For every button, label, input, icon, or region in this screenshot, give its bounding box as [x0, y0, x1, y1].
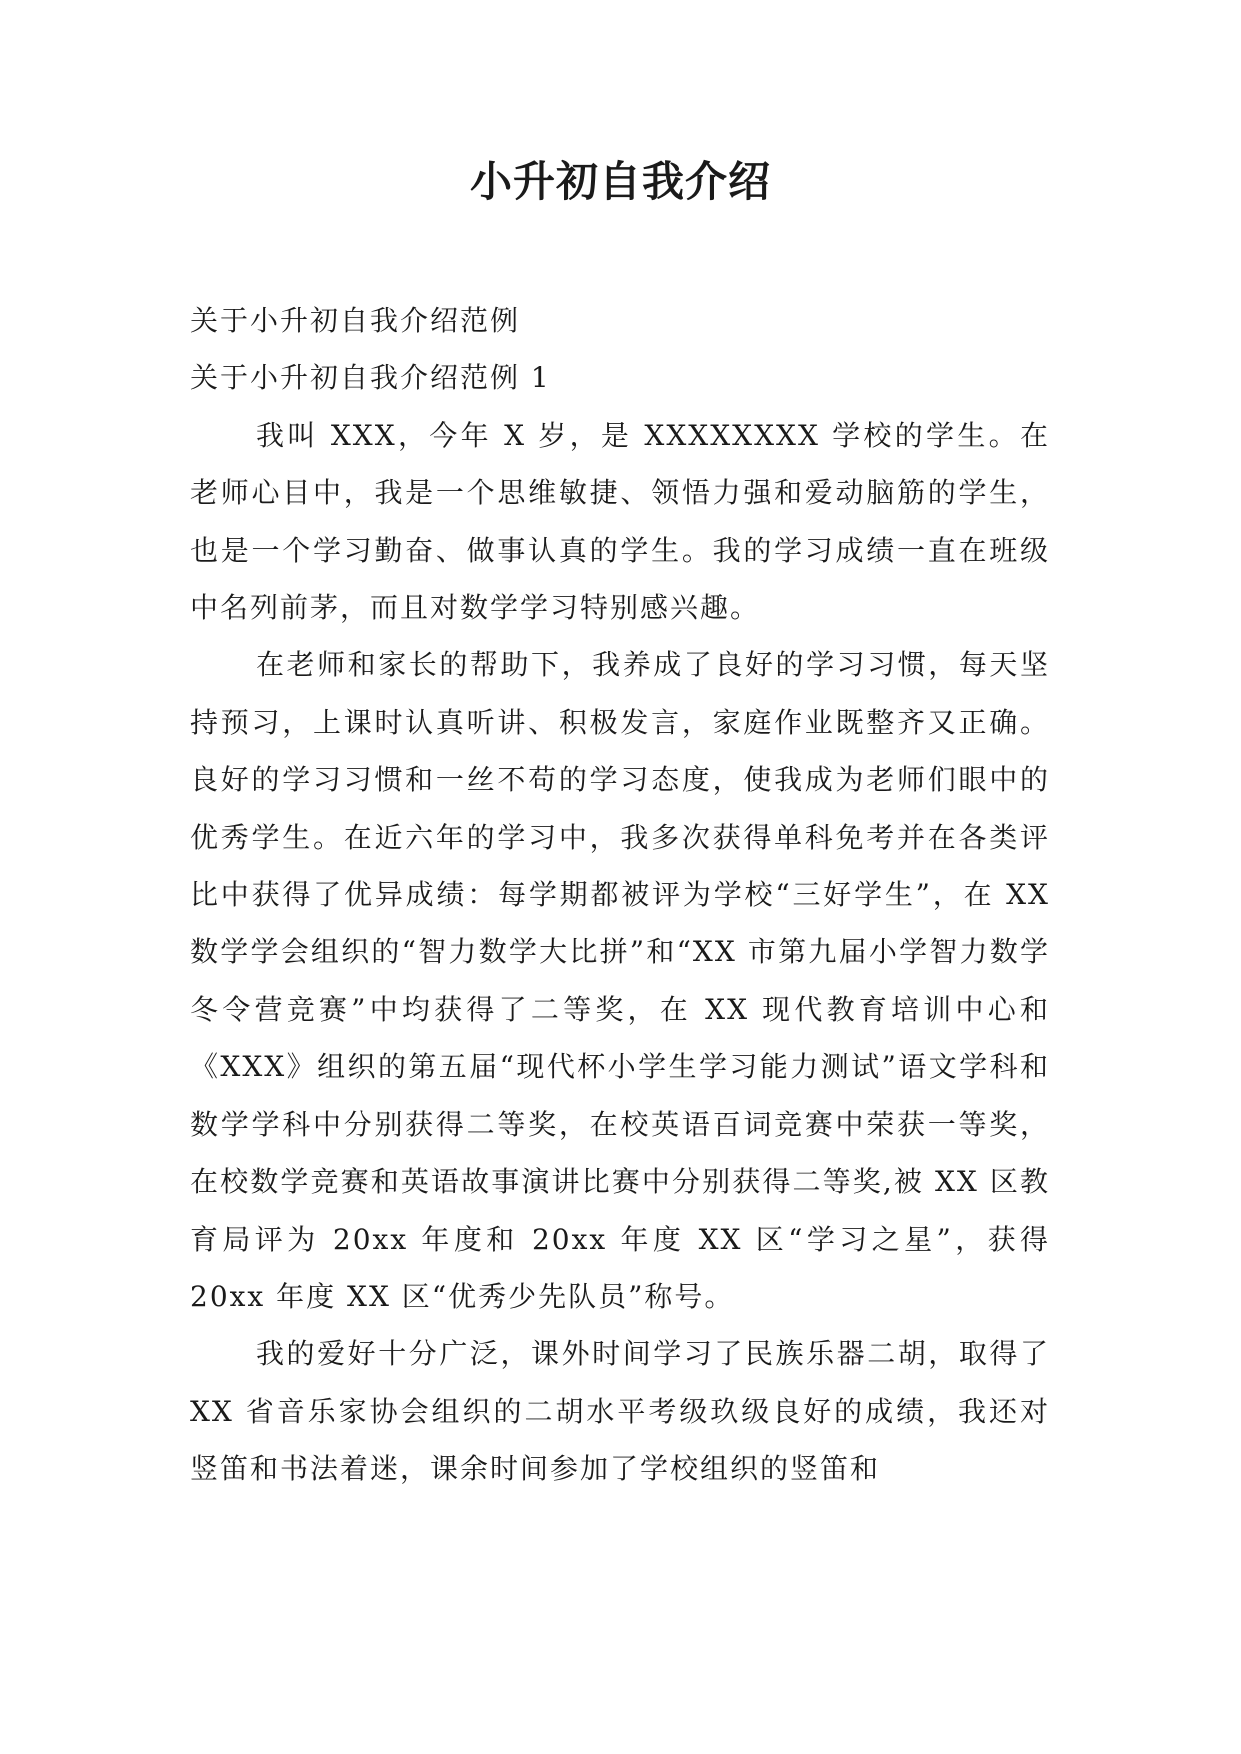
paragraph-hobbies: 我的爱好十分广泛，课外时间学习了民族乐器二胡，取得了 XX 省音乐家协会组织的二胡水平考级玖级良好的成绩，我还对竖笛和书法着迷，课余时间参加了学校组织的竖笛和: [190, 1337, 1050, 1486]
document-title: 小升初自我介绍: [469, 157, 771, 206]
example-heading: 关于小升初自我介绍范例 1: [190, 361, 551, 395]
paragraph-achievements: 在老师和家长的帮助下，我养成了良好的学习习惯，每天坚持预习，上课时认真听讲、积极发言，家庭作业既整齐又正确。良好的学习习惯和一丝不苟的学习态度，使我成为老师们眼中的优秀学生。在近六年的学习中，我多次获得单科免考并在各类评比中获得了优异成绩：每学期都被评为学校“三好学生”，在 XX 数学学会组织的“智力数学大比拼”和“XX 市第九届小学智力数学冬令营竞赛”中均获得了二等奖，在 XX 现代教育培训中心和《XXX》组织的第五届“现代杯小学生学习能力测试”语文学科和数学学科中分别获得二等奖，在校英语百词竞赛中荣获一等奖，在校数学竞赛和英语故事演讲比赛中分别获得二等奖,被 XX 区教育局评为 20xx 年度和 20xx 年度 XX 区“学习之星”，获得 20xx 年度 XX 区“优秀少先队员”称号。: [190, 648, 1050, 1313]
section-heading: 关于小升初自我介绍范例: [190, 304, 521, 337]
paragraph-intro: 我叫 XXX，今年 X 岁，是 XXXXXXXX 学校的学生。在老师心目中，我是一个思维敏捷、领悟力强和爱动脑筋的学生，也是一个学习勤奋、做事认真的学生。我的学习成绩一直在班级中名列前茅，而且对数学学习特别感兴趣。: [190, 418, 1050, 625]
document-body: [190, 292, 1050, 1498]
